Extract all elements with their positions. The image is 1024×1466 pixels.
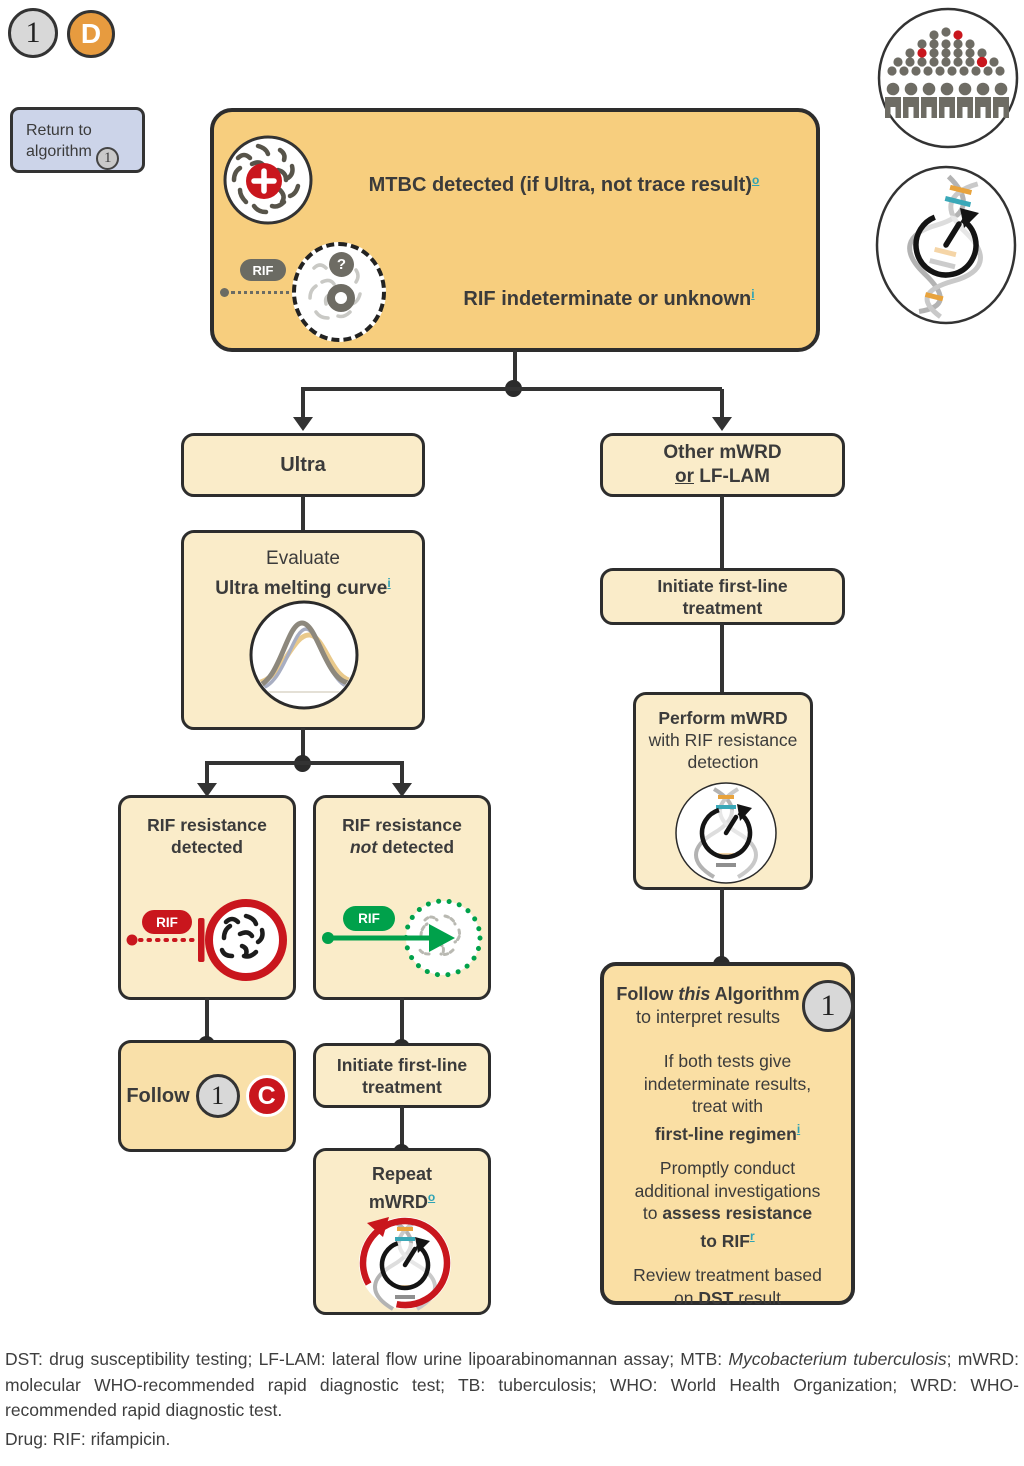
algorithm-number-label: 1 [25,16,41,49]
connector [720,496,724,570]
section-letter-badge [67,10,115,58]
rif-pill-label: RIF [156,914,178,930]
ultra-branch-box [181,433,425,497]
melting-curve-icon [248,599,360,711]
connector-split [205,761,404,765]
algorithm-1-badge: 1 [802,980,854,1032]
return-to-algorithm-button[interactable] [10,107,145,173]
footnote-r-link[interactable]: r [749,1228,755,1243]
arrow-down-icon [293,417,313,431]
arrow-down-icon [712,417,732,431]
rif-blocked-icon [126,886,288,986]
connector [205,763,209,785]
repeat-test-icon [353,1209,457,1313]
review-paragraph: Review treatment based on DST result [633,1265,822,1308]
connector [720,888,724,964]
perform-mwrd-box: Perform mWRD with RIF resistance detection [633,692,813,890]
indeterminate-paragraph: If both tests give indeterminate results, treat with first-line regimen$^i$ [643,1051,812,1144]
mtbc-detected-text: MTBC detected (if Ultra, not trace result)$^o$ [368,173,760,196]
rif-dotted-line [231,291,297,294]
section-letter-label: D [80,18,102,49]
connector-split [301,387,722,391]
rif-drug-pill-icon: RIF [240,259,286,281]
result-guidance-text [612,1050,843,1321]
footnote-i-link[interactable]: i [387,576,391,590]
melting-curve-label: Ultra melting curve [215,578,388,599]
connector [720,623,724,694]
footnote-o-link[interactable]: o [427,1190,436,1204]
ultra-label: Ultra [280,453,326,476]
rif-indeterminate-text: RIF indeterminate or unknown$^i$ [463,287,755,310]
algorithm-1-badge: 1 [196,1074,240,1118]
question-mark-icon: ? [329,252,354,277]
initiate-treatment-box-left: Initiate first-line treatment [313,1043,491,1108]
connector [400,763,404,785]
mwrd-test-icon [674,781,778,885]
repeat-label: Repeat [371,1164,433,1184]
rif-not-detected-title: RIF resistance not detected [342,815,462,857]
rif-susceptible-icon [321,884,483,984]
other-mwrd-branch-box: Other mWRD or LF-LAM [600,433,845,497]
return-line1: Return to [26,122,92,139]
conduct-paragraph: Promptly conduct additional investigations to assess resistance to RIF$^r$ [634,1158,821,1251]
abbreviations-text: DST: drug susceptibility testing; LF-LAM: lateral flow urine lipoarabinomannan assay; MTB: Mycobacterium tuberculosis; mWRD: molecular WHO-recommended rapid diagnostic test; TB: tuberculosis; WHO: World Health Organization; WRD: WHO-recommended rapid diagnostic test. [5,1349,1020,1420]
perform-mwrd-label: Perform mWRD [658,708,788,728]
repeat-mwrd-box: Repeat mWRD$^o$ [313,1148,491,1315]
evaluate-melting-curve-box [181,530,425,730]
rif-resistance-detected-box [118,795,296,1000]
mwrd-dna-test-icon [874,164,1018,326]
mtbc-status-box [210,108,820,352]
other-mwrd-label: Other mWRD [663,442,782,463]
rif-unknown-bacteria-icon [292,242,386,342]
follow-label: Follow [126,1084,190,1107]
drug-abbreviation-text: Drug: RIF: rifampicin. [5,1429,171,1449]
rif-detected-title: RIF resistance detected [147,815,267,857]
bacteria-positive-icon [222,134,314,226]
algorithm-number-badge [8,8,58,58]
connector-to-other [720,389,724,419]
evaluate-label: Evaluate [266,548,340,569]
footnote-i-link[interactable]: i [796,1121,801,1136]
rif-dot [220,288,229,297]
return-line2: algorithm [26,143,97,160]
population-icon [876,6,1020,150]
section-c-badge: C [246,1075,288,1117]
algorithm-1-mini-badge: 1 [96,147,119,170]
connector [301,496,305,532]
follow-algorithm-1c-box [118,1040,296,1152]
footnote-i-link[interactable]: i [751,287,755,301]
follow-this-algorithm-text: Follow this Algorithm to interpret results [616,984,800,1027]
footnote-o-link[interactable]: o [752,173,760,187]
rif-pill-label: RIF [358,911,380,926]
rif-resistance-not-detected-box [313,795,491,1000]
result-interpretation-box [600,962,855,1308]
initiate-treatment-box-right: Initiate first-line treatment [600,568,845,625]
target-ring-icon [327,284,355,312]
connector-to-ultra [301,389,305,419]
